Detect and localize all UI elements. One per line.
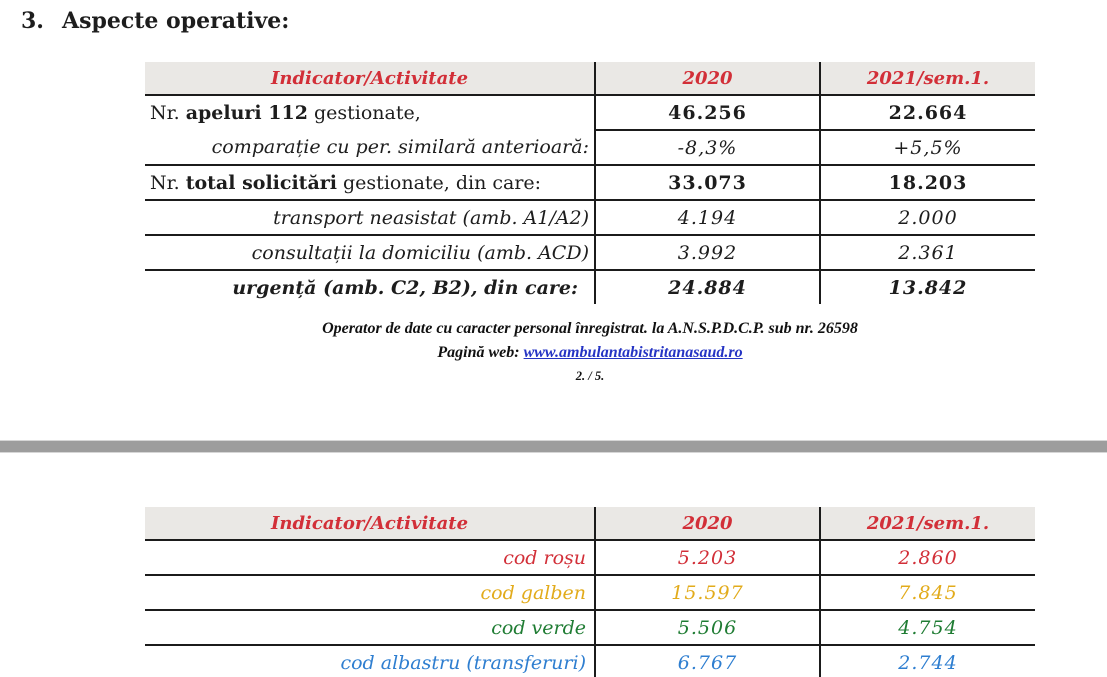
web-page-label: Pagină web: bbox=[437, 344, 524, 361]
value-2020-cell: -8,3% bbox=[595, 130, 820, 165]
web-page-line bbox=[145, 344, 1035, 362]
value-2021-cell: 2.744 bbox=[820, 645, 1035, 677]
table-row-transport-neasistat bbox=[145, 200, 1035, 235]
value-2020-cell: 5.506 bbox=[595, 610, 820, 645]
indicator-cell: urgență (amb. C2, B2), din care: bbox=[232, 276, 578, 299]
table-header-row bbox=[145, 62, 1035, 95]
indicator-cell: cod galben bbox=[145, 575, 595, 610]
indicator-cell: comparație cu per. similară anterioară: bbox=[145, 130, 595, 165]
data-operator-notice: Operator de date cu caracter personal înregistrat. la A.N.S.P.D.C.P. sub nr. 26598 bbox=[322, 320, 858, 337]
value-2021-cell: 2.000 bbox=[820, 200, 1035, 235]
operational-indicators-table bbox=[145, 62, 1035, 304]
value-2021-cell: 18.203 bbox=[820, 165, 1035, 200]
value-2021-cell: 2.361 bbox=[820, 235, 1035, 270]
section-title: Aspecte operative: bbox=[62, 8, 290, 34]
value-2020-cell: 15.597 bbox=[595, 575, 820, 610]
section-number: 3. bbox=[21, 8, 44, 34]
value-2021-cell: 2.860 bbox=[820, 540, 1035, 575]
indicator-cell: consultații la domiciliu (amb. ACD) bbox=[145, 235, 595, 270]
value-2020-cell: 33.073 bbox=[595, 165, 820, 200]
column-header-indicator: Indicator/Activitate bbox=[145, 507, 595, 540]
table-row-apeluri-112 bbox=[145, 95, 1035, 130]
indicator-cell: cod albastru (transferuri) bbox=[145, 645, 595, 677]
value-2021-cell: 13.842 bbox=[820, 270, 1035, 304]
value-2021-cell: 7.845 bbox=[820, 575, 1035, 610]
page-footer bbox=[145, 320, 1035, 384]
value-2020-cell: 6.767 bbox=[595, 645, 820, 677]
value-2020-cell: 5.203 bbox=[595, 540, 820, 575]
indicator-cell: cod roșu bbox=[145, 540, 595, 575]
column-header-2020: 2020 bbox=[595, 62, 820, 95]
column-header-2020: 2020 bbox=[595, 507, 820, 540]
indicator-cell: cod verde bbox=[145, 610, 595, 645]
table-row-urgenta bbox=[145, 270, 1035, 304]
indicator-cell: Nr. total solicitări gestionate, din care: bbox=[145, 165, 595, 200]
table-row-cod-verde bbox=[145, 610, 1035, 645]
indicator-cell: transport neasistat (amb. A1/A2) bbox=[145, 200, 595, 235]
indicator-cell: Nr. apeluri 112 gestionate, bbox=[150, 102, 421, 124]
table-row-cod-galben bbox=[145, 575, 1035, 610]
value-2021-cell: 4.754 bbox=[820, 610, 1035, 645]
table-row-total-solicitari bbox=[145, 165, 1035, 200]
table-row-cod-albastru bbox=[145, 645, 1035, 677]
table-row-cod-rosu bbox=[145, 540, 1035, 575]
column-header-2021: 2021/sem.1. bbox=[820, 62, 1035, 95]
table-row-consultatii bbox=[145, 235, 1035, 270]
emergency-codes-table bbox=[145, 507, 1035, 677]
page-number: 2. / 5. bbox=[575, 369, 605, 383]
value-2020-cell: 46.256 bbox=[595, 95, 820, 130]
column-header-indicator: Indicator/Activitate bbox=[145, 62, 595, 95]
value-2021-cell: 22.664 bbox=[820, 95, 1035, 130]
value-2021-cell: +5,5% bbox=[820, 130, 1035, 165]
website-link[interactable]: www.ambulantabistritanasaud.ro bbox=[523, 344, 743, 361]
page-break-separator bbox=[0, 440, 1107, 453]
section-heading bbox=[21, 8, 289, 34]
value-2020-cell: 4.194 bbox=[595, 200, 820, 235]
value-2020-cell: 3.992 bbox=[595, 235, 820, 270]
column-header-2021: 2021/sem.1. bbox=[820, 507, 1035, 540]
table-row-comparatie bbox=[145, 130, 1035, 165]
value-2020-cell: 24.884 bbox=[595, 270, 820, 304]
table-header-row bbox=[145, 507, 1035, 540]
